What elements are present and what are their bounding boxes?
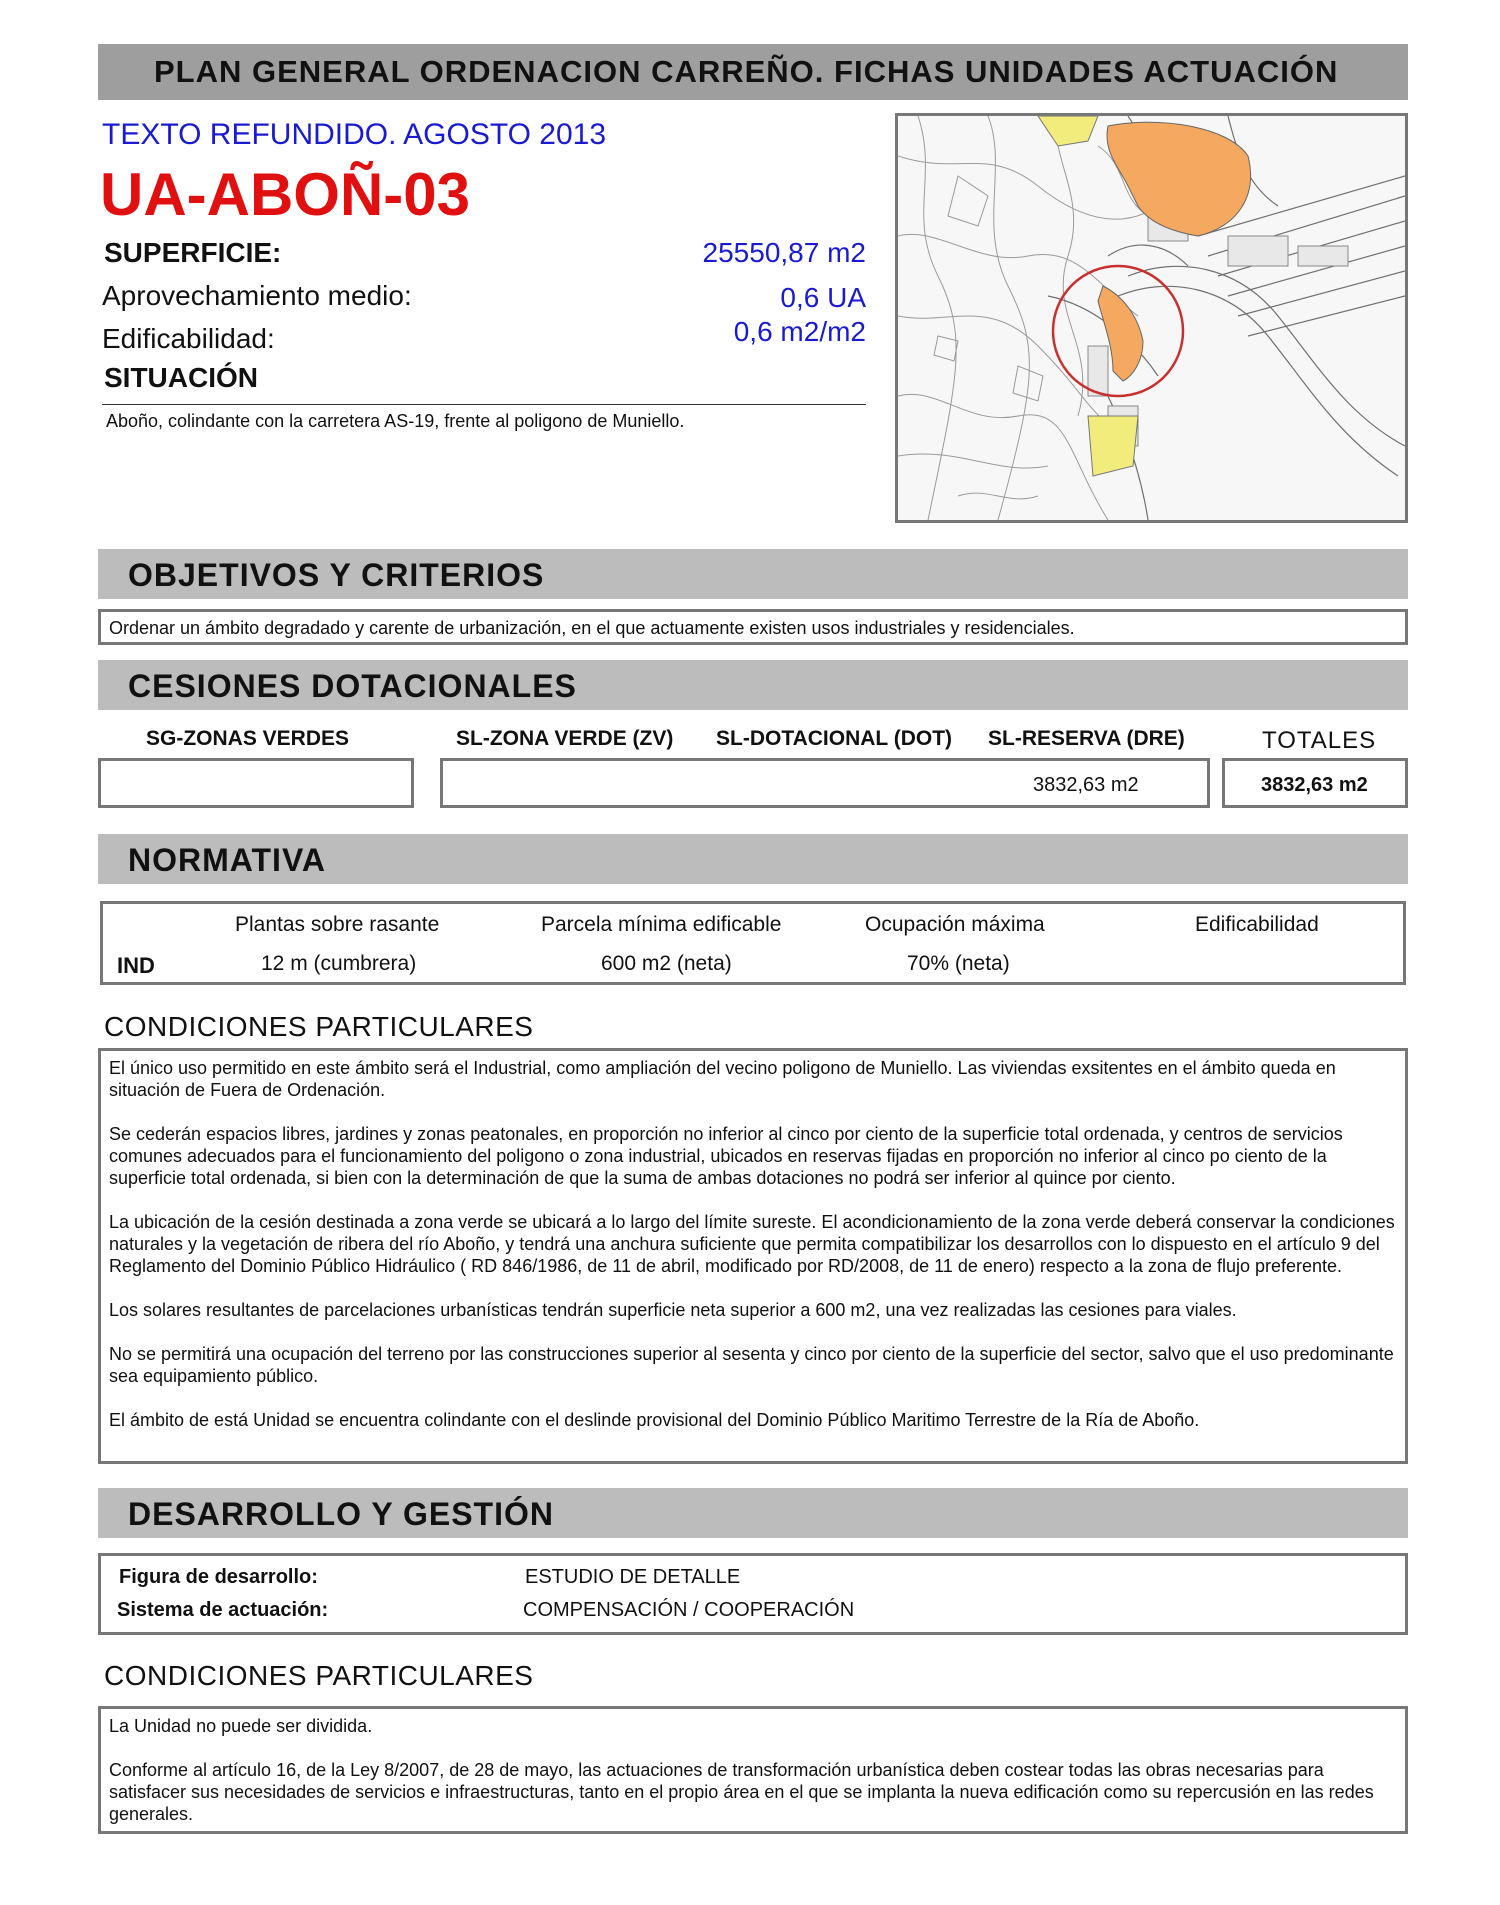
normativa-table bbox=[100, 901, 1406, 985]
figura-value: ESTUDIO DE DETALLE bbox=[525, 1566, 741, 1588]
condiciones-1-paragraph: La ubicación de la cesión destinada a zona verde se ubicará a lo largo del límite sureste. El acondicionamiento de la zona verde deberá conservar la condiciones naturales y la vegetación de ribera del río Aboño, y tendrá una anchura suficiente que permita compatibilizar los desarrollos con lo dispuesto en el artículo 9 del Reglamento del Dominio Público Hidráulico ( RD 846/1986, de 11 de abril, modificado por RD/2008, de 11 de enero) respecto a la zona de flujo preferente. bbox=[109, 1212, 1395, 1276]
normativa-header-plantas: Plantas sobre rasante bbox=[235, 913, 440, 936]
condiciones-1-paragraph: El único uso permitido en este ámbito será el Industrial, como ampliación del vecino poligono de Muniello. Las viviendas exsitentes en el ámbito queda en situación de Fuera de Ordenación. bbox=[109, 1058, 1336, 1100]
condiciones-1-body bbox=[109, 1057, 1399, 1453]
figura-label: Figura de desarrollo: bbox=[119, 1566, 318, 1588]
condiciones-2-body bbox=[109, 1715, 1399, 1825]
objetivos-text: Ordenar un ámbito degradado y carente de urbanización, en el que actuamente existen usos industriales y residenciales. bbox=[109, 618, 1075, 638]
normativa-header-edificabilidad: Edificabilidad bbox=[1195, 913, 1319, 936]
map-drawing bbox=[898, 116, 1405, 520]
totales-value: 3832,63 m2 bbox=[1261, 774, 1368, 796]
aprovechamiento-label: Aprovechamiento medio: bbox=[102, 280, 412, 311]
subtitle: TEXTO REFUNDIDO. AGOSTO 2013 bbox=[102, 118, 607, 151]
sg-zonas-verdes-box bbox=[98, 758, 414, 808]
objetivos-section-bar bbox=[98, 549, 1408, 599]
col-sl-reserva: SL-RESERVA (DRE) bbox=[988, 727, 1185, 750]
desarrollo-title: DESARROLLO Y GESTIÓN bbox=[128, 1496, 554, 1532]
superficie-label: SUPERFICIE: bbox=[104, 237, 282, 268]
normativa-value-parcela: 600 m2 (neta) bbox=[601, 952, 732, 975]
condiciones-1-title: CONDICIONES PARTICULARES bbox=[104, 1011, 534, 1042]
col-totales: TOTALES bbox=[1262, 727, 1377, 754]
document-title: PLAN GENERAL ORDENACION CARREÑO. FICHAS UNIDADES ACTUACIÓN bbox=[154, 54, 1339, 89]
superficie-value: 25550,87 m2 bbox=[702, 237, 866, 268]
condiciones-2-paragraph: Conforme al artículo 16, de la Ley 8/2007, de 28 de mayo, las actuaciones de transformación urbanística deben costear todas las obras necesarias para satisfacer sus necesidades de servicios e infraestructuras, tanto en el propio área en el que se implanta la nueva edificación como su repercusión en las redes generales. bbox=[109, 1760, 1374, 1824]
objetivos-title: OBJETIVOS Y CRITERIOS bbox=[128, 557, 545, 593]
normativa-header-ocupacion: Ocupación máxima bbox=[865, 913, 1045, 936]
edificabilidad-value: 0,6 m2/m2 bbox=[733, 316, 866, 347]
situacion-label: SITUACIÓN bbox=[104, 362, 258, 393]
condiciones-1-paragraph: Los solares resultantes de parcelaciones urbanísticas tendrán superficie neta superior a 600 m2, una vez realizadas las cesiones para viales. bbox=[109, 1300, 1237, 1320]
desarrollo-box bbox=[98, 1553, 1408, 1635]
document-title-bar bbox=[98, 44, 1408, 100]
condiciones-2-box bbox=[98, 1706, 1408, 1834]
situacion-text: Aboño, colindante con la carretera AS-19, frente al poligono de Muniello. bbox=[106, 411, 685, 431]
sl-cesiones-box bbox=[440, 758, 1210, 808]
location-map bbox=[895, 113, 1408, 523]
cesiones-section-bar bbox=[98, 660, 1408, 710]
col-sl-dotacional: SL-DOTACIONAL (DOT) bbox=[716, 727, 953, 750]
objetivos-box bbox=[98, 609, 1408, 645]
normativa-header-parcela: Parcela mínima edificable bbox=[541, 913, 782, 936]
condiciones-1-box bbox=[98, 1048, 1408, 1464]
normativa-section-bar bbox=[98, 834, 1408, 884]
condiciones-1-paragraph: Se cederán espacios libres, jardines y zonas peatonales, en proporción no inferior al cinco por ciento de la superficie total ordenada, y centros de servicios comunes adecuados para el funcionamiento del poligono o zona industrial, ubicados en reservas fijadas en proporción no inferior al cinco po ciento de la superficie total ordenada, si bien con la determinación de que la suma de ambas dotaciones no podrá ser inferior al quince por ciento. bbox=[109, 1124, 1343, 1188]
totales-box bbox=[1222, 758, 1408, 808]
sistema-value: COMPENSACIÓN / COOPERACIÓN bbox=[523, 1599, 855, 1621]
unit-code: UA-ABOÑ-03 bbox=[100, 161, 471, 228]
edificabilidad-label: Edificabilidad: bbox=[102, 323, 275, 354]
col-sl-zona-verde: SL-ZONA VERDE (ZV) bbox=[456, 727, 674, 750]
sl-reserva-value: 3832,63 m2 bbox=[1033, 774, 1139, 796]
normativa-row-label: IND bbox=[117, 953, 155, 978]
sistema-label: Sistema de actuación: bbox=[117, 1599, 329, 1621]
condiciones-2-paragraph: La Unidad no puede ser dividida. bbox=[109, 1716, 373, 1736]
normativa-value-plantas: 12 m (cumbrera) bbox=[261, 952, 417, 975]
normativa-value-ocupacion: 70% (neta) bbox=[907, 952, 1010, 975]
cesiones-title: CESIONES DOTACIONALES bbox=[128, 668, 577, 704]
normativa-title: NORMATIVA bbox=[128, 842, 327, 878]
desarrollo-section-bar bbox=[98, 1488, 1408, 1538]
condiciones-1-paragraph: El ámbito de está Unidad se encuentra colindante con el deslinde provisional del Dominio Público Maritimo Terrestre de la Ría de Aboño. bbox=[109, 1410, 1200, 1430]
situacion-rule bbox=[102, 404, 866, 405]
col-sg-zonas-verdes: SG-ZONAS VERDES bbox=[146, 727, 350, 750]
condiciones-2-title: CONDICIONES PARTICULARES bbox=[104, 1660, 534, 1691]
aprovechamiento-value: 0,6 UA bbox=[780, 282, 866, 313]
condiciones-1-paragraph: No se permitirá una ocupación del terreno por las construcciones superior al sesenta y cinco por ciento de la superficie del sector, salvo que el uso predominante sea equipamiento público. bbox=[109, 1344, 1394, 1386]
